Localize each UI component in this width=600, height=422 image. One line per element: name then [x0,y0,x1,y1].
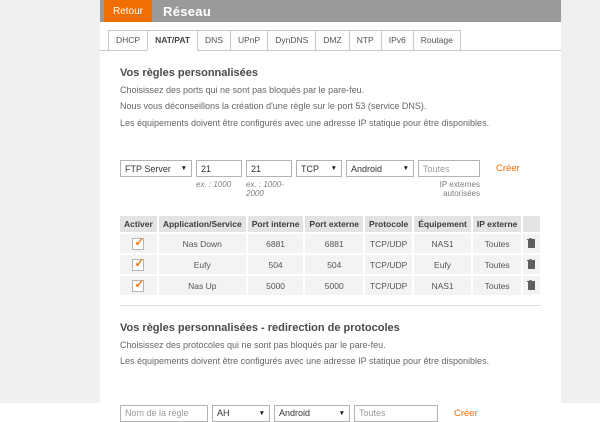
trash-icon [527,257,536,272]
internal-port-input[interactable] [196,160,242,177]
external-ip-input[interactable] [418,160,480,177]
col-ip-externe: IP externe [473,216,521,232]
table-header-row [120,216,540,232]
internal-port-hint: ex. : 1000 [196,180,232,190]
tab-upnp[interactable]: UPnP [230,30,268,51]
description-line: Choisissez des ports qui ne sont pas bloqués par le pare-feu. [120,85,365,95]
check-icon: ✓ [134,234,145,249]
rule-enabled-checkbox[interactable] [132,234,145,250]
section-title-custom-rules: Vos règles personnalisées [120,67,258,79]
description-line: Choisissez des protocoles qui ne sont pas bloqués par le pare-feu. [120,340,386,351]
service-select[interactable] [120,160,192,177]
cell-protocol: TCP/UDP [365,234,412,253]
device-redirect-select-value: Android [279,408,311,419]
delete-rule-button[interactable] [527,237,536,248]
col-port-externe: Port externe [305,216,363,232]
rule-enabled-checkbox[interactable] [132,255,145,271]
col-equipement: Équipement [414,216,471,232]
header-bar [100,0,561,22]
cell-external-ip: Toutes [473,255,521,274]
col-application-service: Application/Service [159,216,246,232]
cell-external-ip: Toutes [473,276,521,295]
chevron-down-icon: ▼ [402,165,409,173]
main-content [100,67,561,422]
tab-dns[interactable]: DNS [197,30,231,51]
check-icon: ✓ [134,255,145,270]
service-select-value: FTP Server [125,163,171,174]
chevron-down-icon: ▼ [330,165,337,173]
table-row [120,234,540,253]
rule-enabled-checkbox[interactable] [132,276,145,292]
tab-dyndns[interactable]: DynDNS [267,30,316,51]
tab-routage[interactable]: Routage [413,30,461,51]
col-port-interne: Port interne [248,216,304,232]
description-line: Les équipements doivent être configurés avec une adresse IP statique pour être disponibles. [120,117,490,128]
protocol-select-value: TCP [301,163,319,174]
cell-external-port: 5000 [305,276,363,295]
protocol-select[interactable] [296,160,342,177]
cell-service: Eufy [159,255,246,274]
external-ip-hint: IP externes autorisées [439,180,480,199]
protocol-redirect-select-value: AH [217,408,230,419]
create-rule-link[interactable]: Créer [496,163,520,175]
cell-external-ip: Toutes [473,234,521,253]
col-actions [523,216,540,232]
back-button[interactable]: Retour [104,0,152,22]
section-divider [120,305,541,306]
trash-icon [527,236,536,251]
cell-internal-port: 6881 [248,234,304,253]
cell-service: Nas Up [159,276,246,295]
cell-external-port: 504 [305,255,363,274]
device-select-value: Android [351,163,383,174]
cell-device: NAS1 [414,234,471,253]
page-title: Réseau [163,3,212,19]
external-port-hint: ex. : 1000-2000 [246,180,284,199]
check-icon: ✓ [134,276,145,291]
table-row [120,276,540,295]
col-protocole: Protocole [365,216,412,232]
chevron-down-icon: ▼ [258,409,265,417]
delete-rule-button[interactable] [527,258,536,269]
chevron-down-icon: ▼ [338,409,345,417]
cell-service: Nas Down [159,234,246,253]
external-port-input[interactable] [246,160,292,177]
tab-nat-pat[interactable]: NAT/PAT [147,30,198,51]
cell-internal-port: 5000 [248,276,304,295]
device-select[interactable] [346,160,414,177]
cell-protocol: TCP/UDP [365,276,412,295]
tab-bar [100,30,561,51]
table-row [120,255,540,274]
trash-icon [527,278,536,293]
rules-table [118,214,542,297]
tab-ipv6[interactable]: IPv6 [381,30,414,51]
create-protocol-rule-link[interactable]: Créer [454,407,478,419]
content-panel [100,0,561,419]
external-ip-redirect-input[interactable] [354,405,438,422]
protocol-rule-form [120,405,541,422]
cell-protocol: TCP/UDP [365,255,412,274]
cell-external-port: 6881 [305,234,363,253]
description-line: Nous vous déconseillons la création d'une règle sur le port 53 (service DNS). [120,101,427,112]
description-line: Les équipements doivent être configurés avec une adresse IP statique pour être disponibles. [120,356,490,367]
tab-dhcp[interactable]: DHCP [108,30,148,51]
col-activer: Activer [120,216,157,232]
rule-name-input[interactable] [120,405,208,422]
cell-device: NAS1 [414,276,471,295]
device-redirect-select[interactable] [274,405,350,422]
protocol-redirect-select[interactable] [212,405,270,422]
delete-rule-button[interactable] [527,279,536,290]
tab-dmz[interactable]: DMZ [315,30,349,51]
tab-ntp[interactable]: NTP [349,30,382,51]
cell-internal-port: 504 [248,255,304,274]
cell-device: Eufy [414,255,471,274]
port-rule-form [120,160,541,198]
section-title-protocol-redirect: Vos règles personnalisées - redirection de protocoles [120,322,400,335]
chevron-down-icon: ▼ [180,165,187,173]
